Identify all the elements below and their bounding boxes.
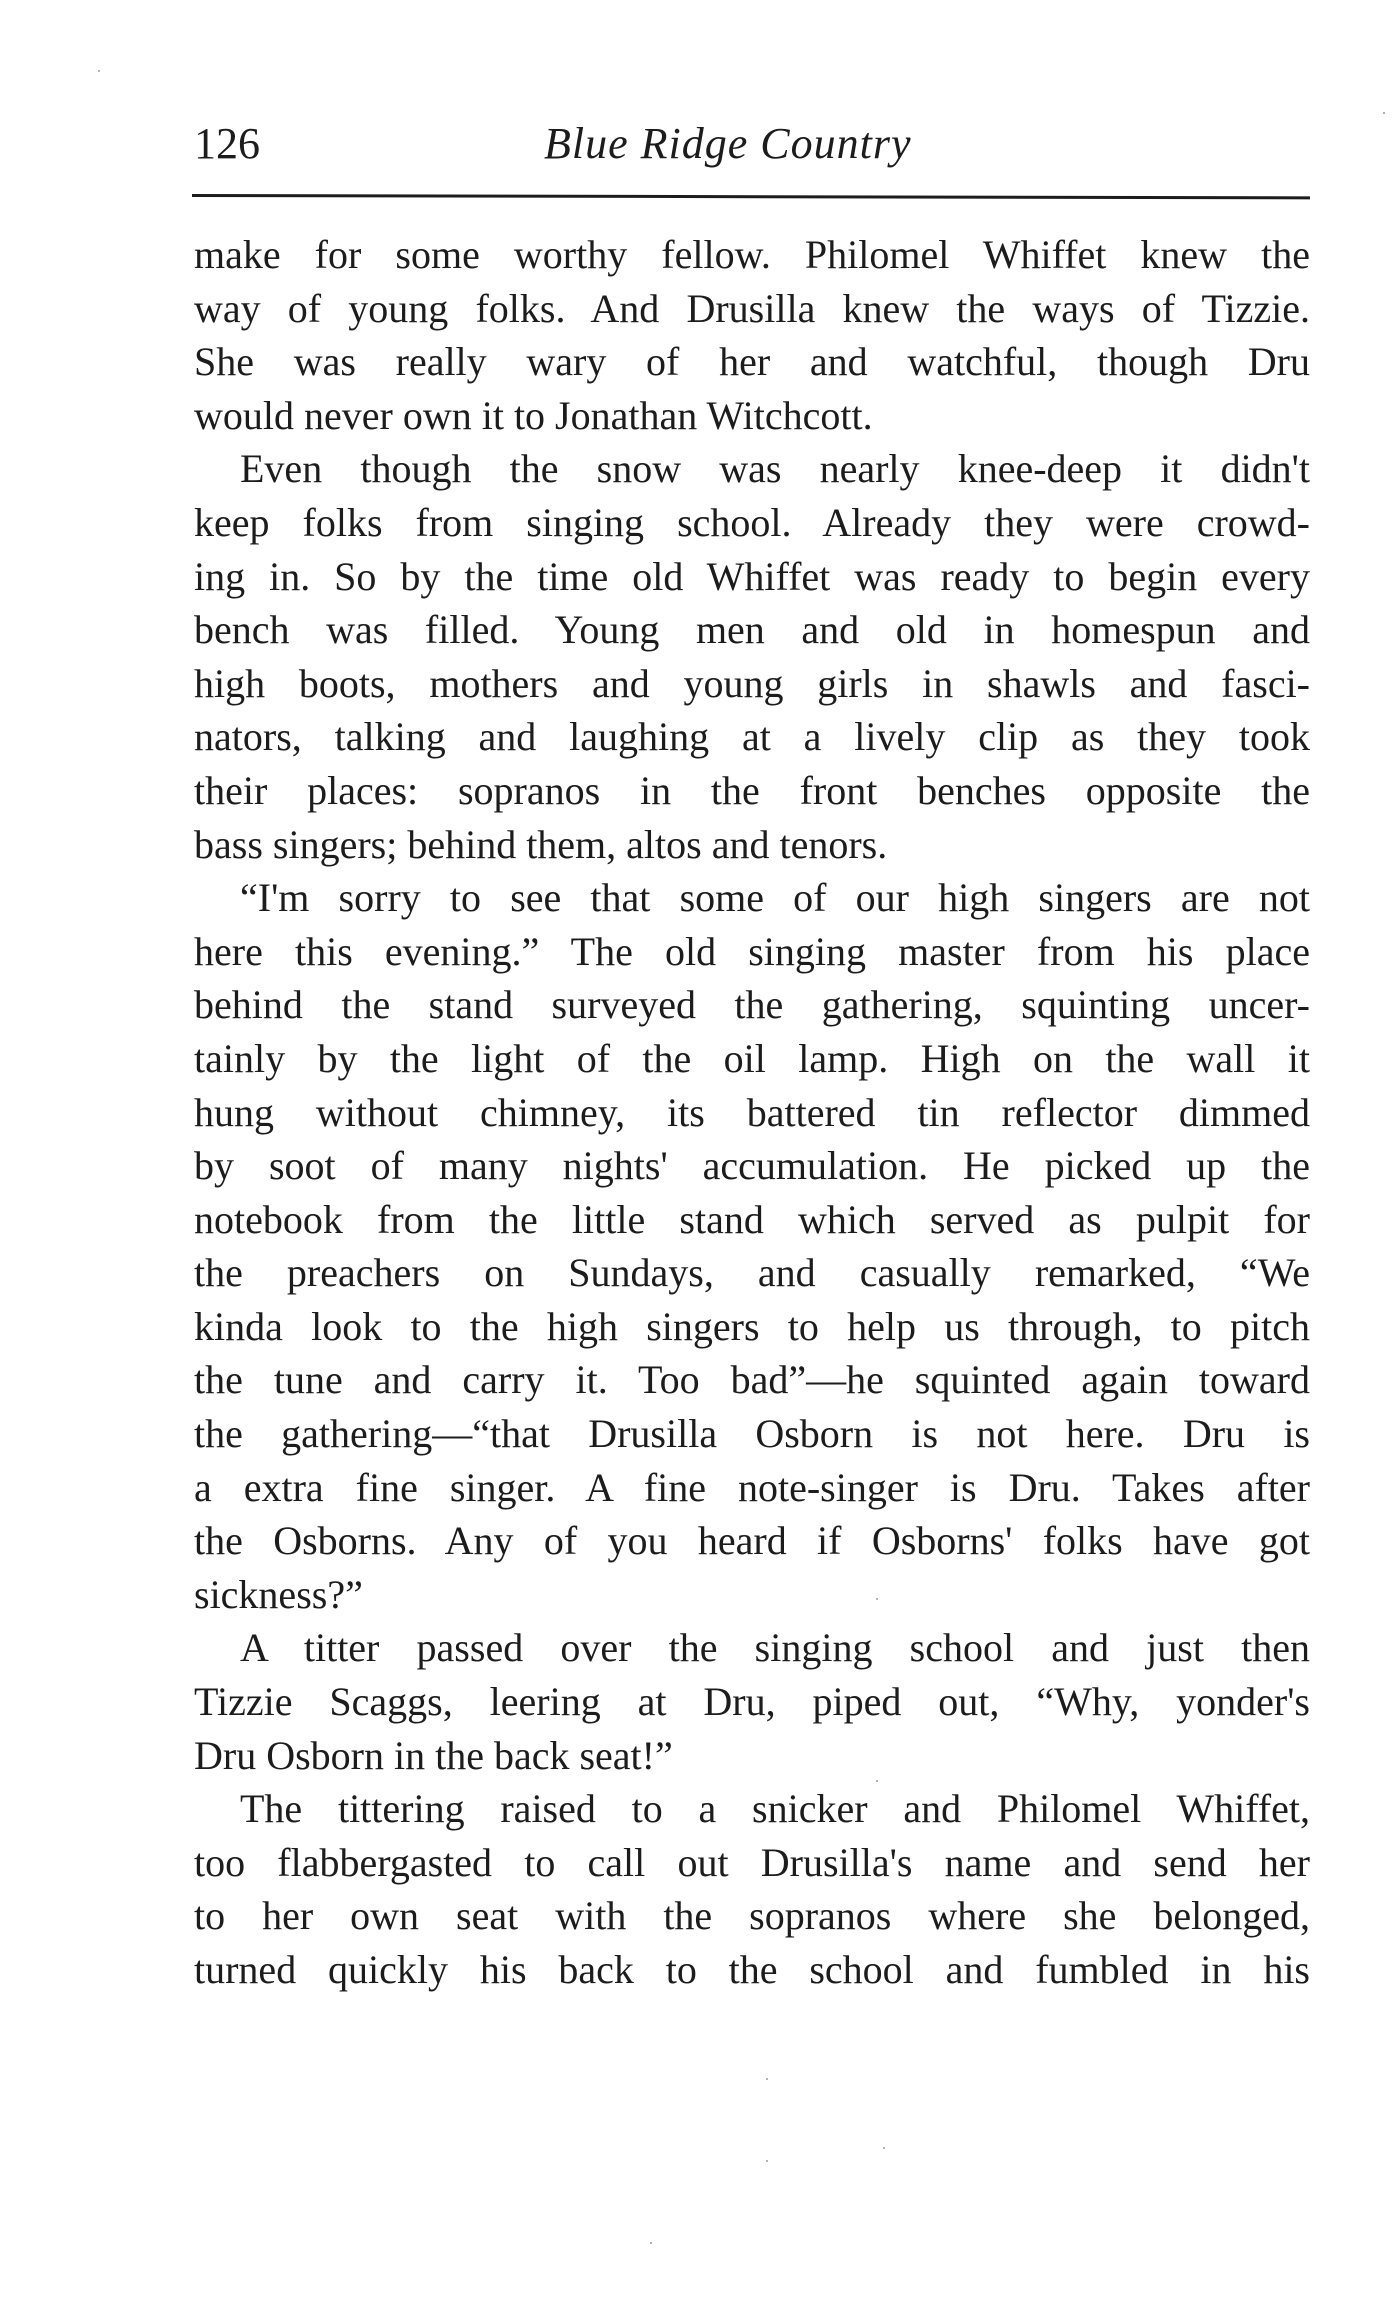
body-text [194, 228, 1310, 1997]
text-line: A titter passed over the singing school and just then [240, 1625, 1310, 1671]
text-line: make for some worthy fellow. Philomel Whiffet knew the [194, 232, 1310, 277]
text-line: to her own seat with the sopranos where she belonged, [194, 1893, 1310, 1939]
text-line: behind the stand surveyed the gathering, squinting uncer- [194, 982, 1310, 1028]
text-line: hung without chimney, its battered tin reflector dimmed [194, 1089, 1310, 1135]
text-line: bench was filled. Young men and old in homespun and [194, 607, 1310, 653]
text-line: would never own it to Jonathan Witchcott. [194, 392, 873, 438]
text-line: She was really wary of her and watchful, though Dru [194, 339, 1310, 385]
text-line: nators, talking and laughing at a lively clip as they took [194, 714, 1310, 760]
text-line: Tizzie Scaggs, leering at Dru, piped out, “Why, yonder's [194, 1679, 1310, 1725]
paper-speck [876, 1780, 878, 1782]
paper-speck [883, 2147, 885, 2149]
text-line: Dru Osborn in the back seat!” [194, 1732, 673, 1778]
paper-speck [766, 2078, 768, 2080]
text-line: notebook from the little stand which served as pulpit for [194, 1196, 1310, 1242]
text-line: turned quickly his back to the school and fumbled in his [194, 1947, 1310, 1992]
text-line: here this evening.” The old singing master from his place [194, 928, 1310, 974]
text-line: keep folks from singing school. Already they were crowd- [194, 499, 1310, 545]
text-line: The tittering raised to a snicker and Philomel Whiffet, [240, 1786, 1310, 1832]
text-line: a extra fine singer. A fine note-singer is Dru. Takes after [194, 1464, 1310, 1510]
text-line: the Osborns. Any of you heard if Osborns' folks have got [194, 1518, 1310, 1564]
running-title: Blue Ridge Country [544, 119, 912, 168]
paper-speck [876, 1598, 878, 1600]
text-line: ing in. So by the time old Whiffet was ready to begin every [194, 553, 1310, 599]
text-line: “I'm sorry to see that some of our high singers are not [240, 875, 1310, 921]
text-line: their places: sopranos in the front benches opposite the [194, 767, 1310, 813]
text-line: the tune and carry it. Too bad”—he squinted again toward [194, 1357, 1310, 1403]
paper-speck [98, 70, 100, 72]
text-line: sickness?” [194, 1571, 363, 1617]
text-line: way of young folks. And Drusilla knew the ways of Tizzie. [194, 285, 1310, 331]
text-line: kinda look to the high singers to help us through, to pitch [194, 1303, 1310, 1349]
text-line: the gathering—“that Drusilla Osborn is not here. Dru is [194, 1411, 1310, 1457]
text-line: bass singers; behind them, altos and tenors. [194, 821, 888, 867]
page-number: 126 [194, 119, 260, 168]
header-rule [192, 194, 1310, 199]
paper-speck [766, 2160, 768, 2162]
text-line: Even though the snow was nearly knee-deep it didn't [240, 446, 1310, 492]
paper-speck [650, 2242, 652, 2244]
text-line: by soot of many nights' accumulation. He picked up the [194, 1143, 1310, 1189]
text-line: too flabbergasted to call out Drusilla's name and send her [194, 1839, 1310, 1885]
text-line: tainly by the light of the oil lamp. High on the wall it [194, 1035, 1310, 1081]
paper-speck [1383, 112, 1385, 114]
text-line: the preachers on Sundays, and casually remarked, “We [194, 1250, 1310, 1296]
running-head [194, 112, 1310, 176]
text-line: high boots, mothers and young girls in shawls and fasci- [194, 660, 1310, 706]
